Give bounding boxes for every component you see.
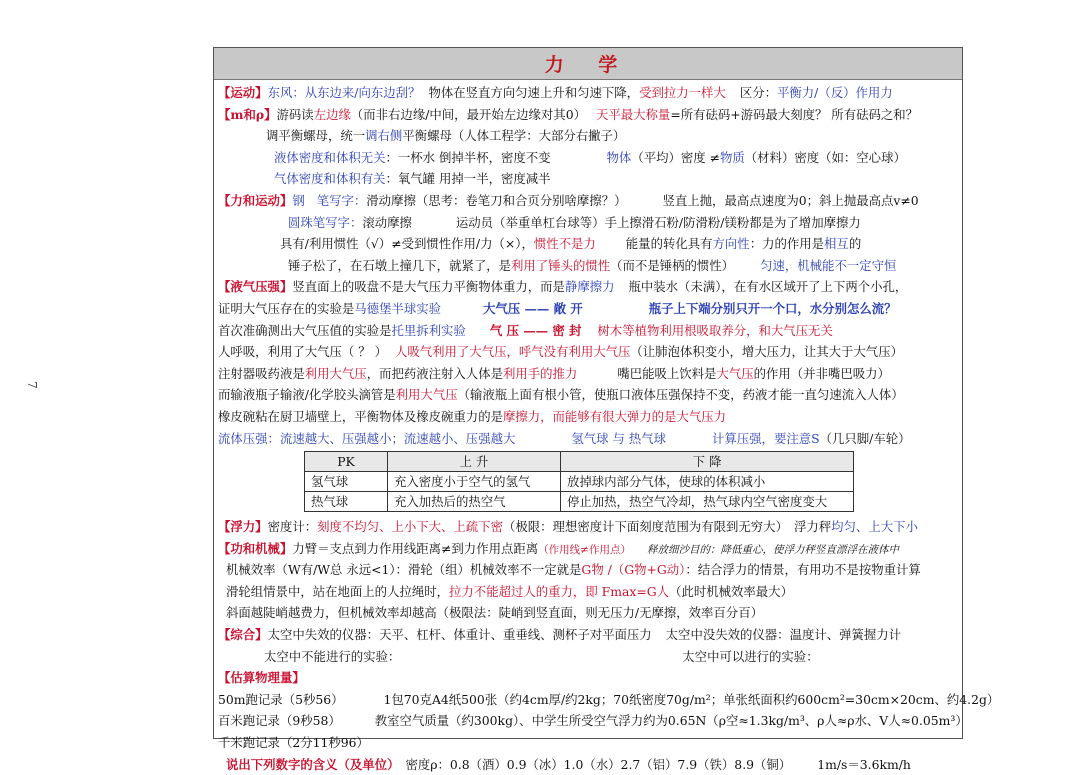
- section-tag-force-motion: 【力和运动】: [218, 192, 293, 208]
- note-text: =所有砝码+游码最大刻度？ 所有砝码之和？: [670, 106, 919, 122]
- row-force-motion-1: [218, 190, 958, 212]
- note-text: 锤子松了，在石墩上撞几下，就紧了，是: [288, 257, 512, 273]
- row-pressure-2: [218, 298, 958, 320]
- row-work-machine-3: [218, 581, 958, 603]
- row-pressure-5: [218, 363, 958, 385]
- sheet-title: 力 学: [214, 48, 962, 80]
- note-text: 气 压 —— 密 封: [489, 322, 582, 338]
- note-text: （材料）密度（如：空心球）: [744, 149, 906, 165]
- page-side-mark: 7: [24, 381, 39, 389]
- note-text: （几只脚/车轮）: [819, 430, 911, 446]
- row-force-motion-3: [218, 233, 958, 255]
- row-estimate-2: [218, 710, 968, 732]
- balloon-comparison-table: [304, 451, 854, 512]
- note-text: 瓶中装水（未满），在有水区域开了上下两个小孔，: [628, 279, 908, 295]
- section-tag-pressure: 【液气压强】: [218, 279, 293, 295]
- table-header-row: [305, 452, 854, 472]
- note-text: 笔写字：: [316, 192, 367, 208]
- note-text: 斜面越陡峭越费力，但机械效率却越高（极限法：陡峭到竖直面，则无压力/无摩擦，效率百分百）: [226, 605, 763, 621]
- note-text: 竖直面上的吸盘不是大气压力平衡物体重力，而是: [292, 279, 565, 295]
- note-text: 调平衡螺母，统一: [266, 128, 366, 144]
- note-text: 而输液瓶子输液/化学胶头滴管是: [218, 387, 396, 403]
- row-force-motion-2: [218, 212, 958, 234]
- note-text: 人呼吸，利用了大气压（ ？ ）: [218, 344, 387, 360]
- mechanics-summary-sheet: [213, 47, 1000, 772]
- note-text: 教室空气质量（约300kg）、中学生所受空气浮力约为0.65N（ρ空≈1.3kg/m³、ρ人≈ρ水、V人≈0.05m³）: [374, 713, 968, 729]
- note-text: （输液瓶上面有根小管，使瓶口液体压强保持不变，药液才能一直匀速流入人体）: [457, 387, 904, 403]
- note-text: 利用大气压: [304, 365, 367, 381]
- note-text: 证明大气压存在的实验是: [218, 300, 355, 316]
- section-tag-general: 【综合】: [218, 627, 268, 643]
- row-mass-density-3: [218, 147, 958, 169]
- note-text: 百米跑记录（9秒58）: [218, 713, 341, 729]
- note-text: 区分：: [739, 85, 777, 100]
- note-text: （而非右边缘/中间，最开始左边缘对其0）: [350, 106, 586, 122]
- note-text: 氢气球 与 热气球: [571, 430, 666, 446]
- note-text: 气体密度和体积有关: [274, 171, 386, 187]
- note-text: ：力的作用是: [749, 236, 825, 252]
- note-text: 橡皮碗粘在厨卫墙壁上，平衡物体及橡皮碗重力的是: [218, 408, 503, 424]
- note-text: （此时机械效率最大）: [669, 583, 793, 599]
- note-text: 瓶子上下端分别只开一个口，水分别怎么流？: [648, 300, 897, 316]
- note-text: 流体压强：流速越大、压强越小；流速越小、压强越大: [218, 430, 516, 446]
- row-estimate-1: [218, 689, 1000, 711]
- row-pressure-8: [218, 428, 958, 450]
- note-text: ，而把药液注射入人体是: [366, 365, 503, 381]
- note-text: 东风：从东边来/向东边刮？: [267, 85, 421, 100]
- note-text: 1包70克A4纸500张（约4cm厚/约2kg；70纸密度70g/m²；单张纸面积约600cm²=30cm×20cm、约4.2g）: [383, 691, 1000, 707]
- row-mass-density-4: [218, 168, 958, 190]
- row-mass-density-2: [218, 125, 958, 147]
- note-text: 物体: [606, 149, 632, 165]
- note-text: 千米跑记录（2分11秒96）: [218, 735, 369, 751]
- note-text: 拉力不能超过人的重力，即 Fmax=G人: [449, 583, 670, 599]
- note-text: 马德堡半球实验: [354, 300, 442, 316]
- note-text: 方向性: [712, 236, 750, 252]
- table-header-cell: 下 降: [561, 452, 854, 472]
- note-text: 首次准确测出大气压值的实验是: [218, 322, 392, 338]
- note-text: 竖直上抛，最高点速度为0；斜上抛最高点v≠0: [662, 192, 919, 208]
- note-text: 利用了锤头的惯性: [511, 257, 611, 273]
- row-estimate-3: [218, 732, 958, 754]
- note-text: 具有/利用惯性（√）≠受到惯性作用/力（×），: [280, 236, 534, 252]
- note-text: 滚动摩擦: [362, 214, 412, 230]
- note-text: 液体密度和体积无关: [274, 149, 386, 165]
- note-text: 嘴巴能吸上饮料是: [617, 365, 717, 381]
- row-general-1: [218, 624, 958, 646]
- section-tag-motion: 【运动】: [218, 85, 268, 100]
- row-work-machine-1: [218, 538, 958, 560]
- table-cell: 充入加热后的热空气: [388, 492, 561, 512]
- note-text: G物 /（G物+G动）: [581, 562, 686, 578]
- row-estimate-4: [218, 754, 958, 775]
- note-text: （让肺泡体积变小，增大压力，让其大于大气压）: [630, 344, 903, 360]
- table-row: [305, 472, 854, 492]
- table-header-cell: PK: [305, 452, 388, 472]
- note-text: 太空中失效的仪器：天平、杠杆、体重计、重垂线、测杯子对平面压力: [267, 627, 652, 643]
- row-pressure-6: [218, 384, 958, 406]
- row-buoyancy: [218, 516, 958, 538]
- row-pressure-7: [218, 406, 958, 428]
- note-text: 太空中没失效的仪器：温度计、弹簧握力计: [665, 627, 902, 643]
- note-text: （极限：理想密度计下面刻度范围为有限到无穷大）: [502, 519, 788, 535]
- row-work-machine-2: [218, 559, 958, 581]
- table-cell: 停止加热，热空气冷却，热气球内空气密度变大: [561, 492, 854, 512]
- note-text: 说出下列数字的含义（及单位）: [226, 756, 400, 772]
- note-text: 左边缘: [313, 106, 351, 122]
- note-text: 静摩擦力: [564, 279, 615, 295]
- note-text: 游码读: [276, 106, 314, 122]
- table-cell: 氢气球: [305, 472, 388, 492]
- note-text: 力臂＝支点到力作用线距离≠到力作用点距离: [292, 540, 539, 556]
- note-text: 大气压 —— 敞 开: [483, 300, 583, 316]
- table-cell: 放掉球内部分气体，使球的体积减小: [561, 472, 854, 492]
- note-text: 能量的转化具有: [625, 236, 713, 252]
- note-text: 托里拆利实验: [391, 322, 466, 338]
- note-text: 受到拉力一样大: [639, 85, 726, 100]
- note-text: 钢: [292, 192, 305, 208]
- note-text: 物质: [720, 149, 745, 165]
- note-text: 太空中可以进行的实验：: [682, 648, 819, 664]
- row-general-2: [218, 646, 958, 668]
- note-text: 1m/s＝3.6km/h: [817, 756, 911, 772]
- note-text: ：一杯水 倒掉半杯，密度不变: [385, 149, 551, 165]
- sheet-content: [214, 80, 1000, 775]
- note-text: 滑动摩擦（思考：卷笔刀和合页分别啥摩擦？）: [366, 192, 627, 208]
- note-text: 密度计：: [267, 519, 318, 535]
- note-text: 物体在竖直方向匀速上升和匀速下降，: [428, 85, 640, 100]
- row-pressure-3: [218, 320, 958, 342]
- note-text: 惯性不是力: [533, 236, 596, 252]
- row-pressure-1: [218, 276, 958, 298]
- section-tag-mass-density: 【m和ρ】: [218, 106, 277, 122]
- note-text: （平均）密度 ≠: [631, 149, 720, 165]
- note-text: 圆珠笔写字：: [288, 214, 363, 230]
- note-text: 浮力秤: [793, 519, 832, 535]
- row-pressure-4: [218, 341, 958, 363]
- note-text: 密度ρ：0.8（酒）0.9（冰）1.0（水）2.7（铝）7.9（铁）8.9（铜）: [405, 756, 792, 772]
- note-text: 摩擦力: [502, 408, 541, 424]
- note-text: ：氧气罐 用掉一半，密度减半: [385, 171, 551, 187]
- note-text: 刻度不均匀、上小下大、上疏下密: [317, 519, 503, 535]
- note-text: 运动员（举重单杠台球等）手上擦滑石粉/防滑粉/镁粉都是为了增加摩擦力: [455, 214, 861, 230]
- note-text: ：结合浮力的情景，有用功不是按物重计算: [685, 562, 921, 578]
- note-text: 树木等植物利用根吸取养分，和大气压无关: [597, 322, 833, 338]
- row-work-machine-4: [218, 602, 958, 624]
- note-text: 的作用（并非嘴巴吸力）: [753, 365, 890, 381]
- note-text: 太空中不能进行的实验：: [264, 648, 401, 664]
- note-text: 平衡力/（反）作用力: [776, 85, 893, 100]
- table-header-cell: 上 升: [388, 452, 561, 472]
- note-text: 滑轮组情景中，站在地面上的人拉绳时，: [226, 583, 450, 599]
- note-text: 大气压: [716, 365, 754, 381]
- note-text: 天平最大称量: [595, 106, 671, 122]
- note-text: 计算压强，要注意S: [712, 430, 820, 446]
- balloon-table-wrap: [218, 449, 958, 516]
- row-motion: [218, 82, 958, 104]
- note-text: 的: [848, 236, 862, 252]
- note-text: 注射器吸药液是: [218, 365, 305, 381]
- note-text: 利用大气压: [395, 387, 458, 403]
- note-text: 相互: [824, 236, 849, 252]
- section-tag-work-machine: 【功和机械】: [218, 540, 293, 556]
- row-mass-density-1: [218, 104, 958, 126]
- note-text: 平衡螺母（人体工程学：大部分右撇子）: [402, 128, 626, 144]
- row-force-motion-4: [218, 255, 958, 277]
- note-text: （作用线≠作用点）: [538, 543, 631, 556]
- note-text: 调右侧: [365, 128, 403, 144]
- note-text: 机械效率（W有/W总 永远<1）：滑轮（组）机械效率不一定就是: [226, 562, 582, 578]
- table-row: [305, 492, 854, 512]
- note-text: ，而能够有很大弹力的是大气压力: [540, 408, 727, 424]
- section-tag-buoyancy: 【浮力】: [218, 519, 268, 535]
- note-text: 释放细沙目的：降低重心，使浮力秤竖直漂浮在液体中: [646, 543, 899, 556]
- note-text: 利用手的推力: [502, 365, 578, 381]
- note-text: 人吸气利用了大气压，呼气没有利用大气压: [394, 344, 631, 360]
- note-text: 均匀、上大下小: [831, 519, 918, 535]
- section-tag-estimate: 【估算物理量】: [218, 670, 305, 686]
- note-text: 匀速，机械能不一定守恒: [760, 257, 897, 273]
- table-cell: 充入密度小于空气的氢气: [388, 472, 561, 492]
- row-estimate-title: [218, 667, 958, 689]
- table-cell: 热气球: [305, 492, 388, 512]
- note-text: 50m跑记录（5秒56）: [218, 691, 344, 707]
- note-text: （而不是锤柄的惯性）: [610, 257, 735, 273]
